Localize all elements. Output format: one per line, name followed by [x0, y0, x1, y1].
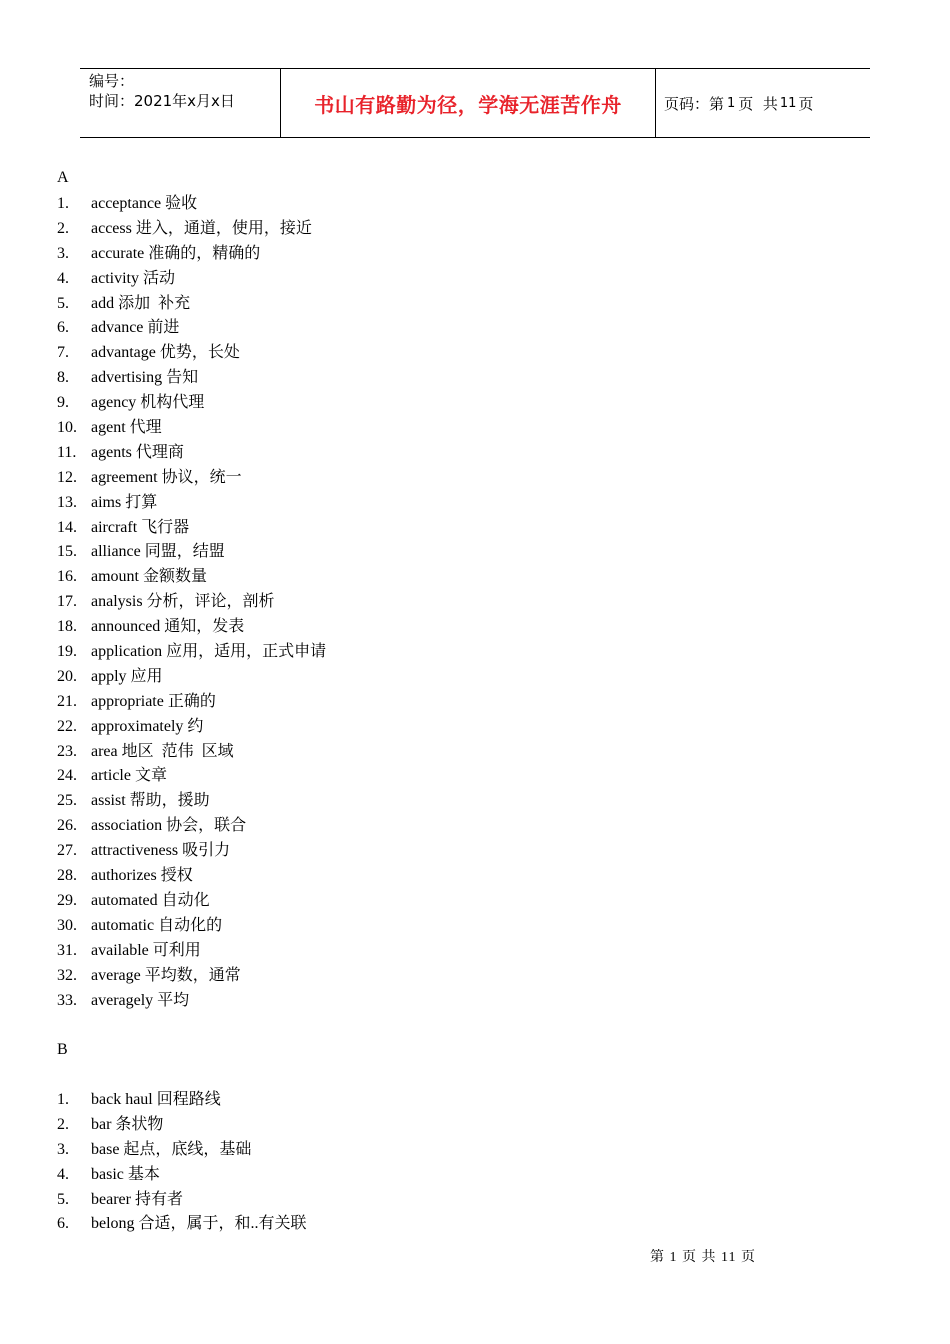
item-text: advantage 优势，长处 — [91, 344, 240, 362]
item-number: 5. — [57, 294, 69, 312]
item-number: 19. — [57, 643, 77, 661]
vocab-item — [57, 715, 326, 740]
item-number: 2. — [57, 1115, 69, 1133]
item-text: aircraft 飞行器 — [91, 518, 190, 536]
item-number: 6. — [57, 1215, 69, 1233]
item-text: assist 帮助，援助 — [91, 792, 210, 810]
item-text: article 文章 — [91, 767, 167, 785]
item-text: add 添加 补充 — [91, 294, 191, 312]
item-text: back haul 回程路线 — [91, 1091, 221, 1108]
vocab-item — [57, 814, 326, 839]
vocab-item — [57, 665, 326, 690]
item-number: 23. — [57, 742, 77, 760]
item-number: 21. — [57, 692, 77, 710]
item-number: 11. — [57, 443, 77, 461]
page-total: 11 — [779, 95, 797, 111]
vocab-list-b — [57, 1088, 307, 1237]
item-text: application 应用，适用，正式申请 — [91, 643, 327, 661]
item-number: 30. — [57, 916, 77, 934]
item-text: available 可利用 — [91, 941, 201, 959]
item-number: 26. — [57, 817, 77, 835]
item-text: amount 金额数量 — [91, 568, 207, 586]
item-number: 25. — [57, 792, 77, 810]
item-number: 8. — [57, 369, 69, 387]
vocab-item — [57, 466, 326, 491]
item-text: agents 代理商 — [91, 443, 184, 461]
vocab-item — [57, 491, 326, 516]
item-number: 6. — [57, 319, 69, 337]
item-text: automated 自动化 — [91, 891, 210, 909]
item-text: agent 代理 — [91, 419, 162, 437]
vocab-item — [57, 939, 326, 964]
item-text: association 协会，联合 — [91, 817, 247, 835]
vocab-item — [57, 640, 326, 665]
page-current: 1 — [727, 95, 736, 111]
page-end: 页 — [798, 94, 814, 113]
vocab-item — [57, 366, 326, 391]
vocab-item — [57, 1163, 307, 1188]
item-number: 33. — [57, 991, 77, 1009]
item-text: authorizes 授权 — [91, 867, 193, 885]
item-number: 16. — [57, 568, 77, 586]
item-text: announced 通知，发表 — [91, 618, 245, 636]
page-mid: 页 共 — [738, 94, 778, 113]
item-text: average 平均数，通常 — [91, 966, 241, 984]
motto: 书山有路勤为径，学海无涯苦作舟 — [314, 92, 622, 117]
item-number: 22. — [57, 717, 77, 735]
vocab-item — [57, 540, 326, 565]
item-number: 32. — [57, 966, 77, 984]
item-text: advertising 告知 — [91, 369, 199, 387]
vocab-item — [57, 989, 326, 1014]
item-number: 4. — [57, 269, 69, 287]
item-number: 20. — [57, 667, 77, 685]
item-number: 27. — [57, 842, 77, 860]
item-number: 14. — [57, 518, 77, 536]
item-text: analysis 分析，评论，剖析 — [91, 593, 275, 611]
vocab-item — [57, 1113, 307, 1138]
vocab-item — [57, 516, 326, 541]
vocab-item — [57, 192, 326, 217]
item-text: averagely 平均 — [91, 991, 190, 1009]
item-number: 5. — [57, 1190, 69, 1208]
item-number: 24. — [57, 767, 77, 785]
item-text: attractiveness 吸引力 — [91, 842, 231, 860]
page-footer: 第 1 页 共 11 页 — [650, 1250, 756, 1265]
code-label: 编号： — [89, 72, 135, 90]
item-text: apply 应用 — [91, 667, 163, 685]
item-text: activity 活动 — [91, 269, 175, 287]
item-text: bar 条状物 — [91, 1115, 164, 1133]
item-text: appropriate 正确的 — [91, 692, 216, 710]
vocab-item — [57, 789, 326, 814]
item-number: 7. — [57, 344, 69, 362]
item-number: 9. — [57, 394, 69, 412]
item-text: basic 基本 — [91, 1165, 160, 1183]
item-number: 3. — [57, 244, 69, 262]
item-text: belong 合适，属于，和..有关联 — [91, 1215, 307, 1233]
item-text: access 进入，通道，使用，接近 — [91, 219, 312, 237]
vocab-item — [57, 292, 326, 317]
vocab-item — [57, 764, 326, 789]
header-page-number — [655, 69, 870, 137]
item-text: acceptance 验收 — [91, 195, 198, 212]
header-meta — [80, 69, 280, 137]
item-number: 1. — [57, 1091, 69, 1108]
vocab-item — [57, 1138, 307, 1163]
item-number: 2. — [57, 219, 69, 237]
item-number: 18. — [57, 618, 77, 636]
section-letter-b: B — [57, 1041, 68, 1058]
item-text: agency 机构代理 — [91, 394, 205, 412]
vocab-item — [57, 1088, 307, 1113]
item-number: 15. — [57, 543, 77, 561]
section-letter-a: A — [57, 169, 69, 186]
vocab-item — [57, 441, 326, 466]
vocab-item — [57, 242, 326, 267]
vocab-item — [57, 1188, 307, 1213]
vocab-item — [57, 341, 326, 366]
document-header — [80, 68, 870, 138]
item-number: 12. — [57, 468, 77, 486]
vocab-item — [57, 217, 326, 242]
page-label: 页码：第 — [664, 94, 725, 113]
item-number: 29. — [57, 891, 77, 909]
vocab-item — [57, 690, 326, 715]
vocab-item — [57, 316, 326, 341]
item-text: approximately 约 — [91, 717, 204, 735]
vocab-item — [57, 740, 326, 765]
item-text: aims 打算 — [91, 493, 158, 511]
vocab-item — [57, 914, 326, 939]
vocab-item — [57, 839, 326, 864]
item-number: 13. — [57, 493, 77, 511]
vocab-list-a — [57, 192, 326, 1013]
item-text: agreement 协议，统一 — [91, 468, 242, 486]
item-number: 17. — [57, 593, 77, 611]
header-motto-cell — [280, 69, 656, 137]
vocab-item — [57, 864, 326, 889]
item-text: automatic 自动化的 — [91, 916, 223, 934]
vocab-item — [57, 391, 326, 416]
item-text: area 地区 范伟 区域 — [91, 742, 234, 760]
vocab-item — [57, 416, 326, 441]
item-text: bearer 持有者 — [91, 1190, 183, 1208]
item-number: 10. — [57, 419, 77, 437]
item-number: 28. — [57, 867, 77, 885]
date-label: 时间：2021年x月x日 — [89, 92, 235, 110]
vocab-item — [57, 565, 326, 590]
vocab-item — [57, 590, 326, 615]
vocab-item — [57, 267, 326, 292]
item-text: alliance 同盟，结盟 — [91, 543, 225, 561]
item-number: 4. — [57, 1165, 69, 1183]
vocab-item — [57, 964, 326, 989]
item-number: 1. — [57, 195, 69, 212]
vocab-item — [57, 615, 326, 640]
item-text: advance 前进 — [91, 319, 180, 337]
item-text: accurate 准确的，精确的 — [91, 244, 261, 262]
item-number: 31. — [57, 941, 77, 959]
vocab-item — [57, 1212, 307, 1237]
item-number: 3. — [57, 1140, 69, 1158]
vocab-item — [57, 889, 326, 914]
item-text: base 起点，底线，基础 — [91, 1140, 252, 1158]
